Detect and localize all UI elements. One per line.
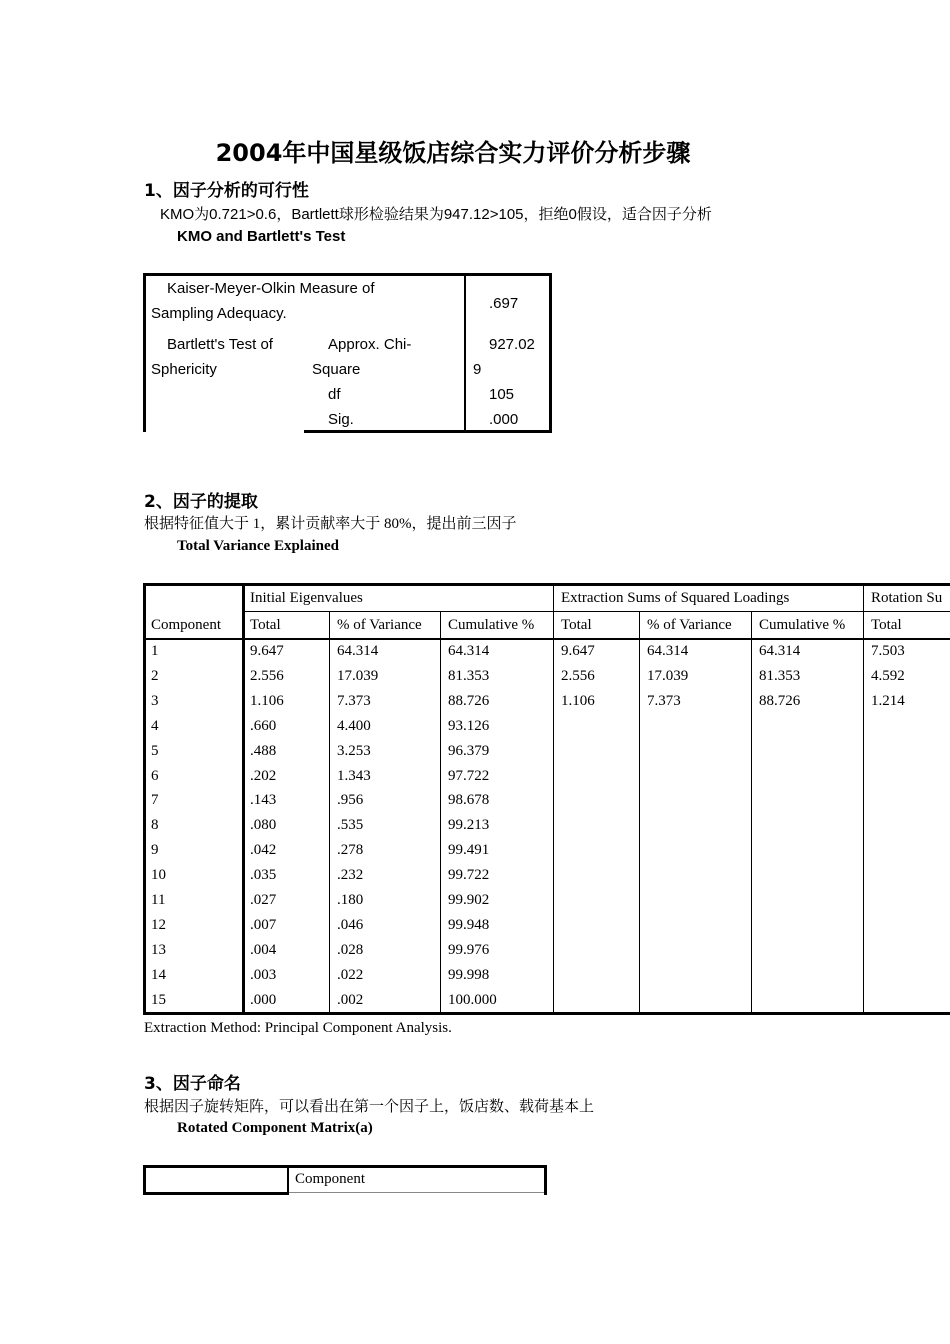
component-cell: 14 [151, 966, 166, 983]
initial-cumulative-cell: 93.126 [448, 717, 490, 734]
initial-cumulative-cell: 100.000 [448, 991, 497, 1008]
kmo-table-title: KMO and Bartlett's Test [177, 228, 346, 245]
extraction-cumulative-cell: 88.726 [759, 692, 801, 709]
rotated-matrix-component-header: Component [295, 1171, 365, 1187]
component-cell: 3 [151, 692, 159, 709]
section-1-text: KMO为0.721>0.6，Bartlett球形检验结果为947.12>105，拒绝0假设，适合因子分析 [160, 206, 712, 223]
initial-pct-cell: 17.039 [337, 667, 379, 684]
component-cell: 15 [151, 991, 166, 1008]
initial-total-cell: .004 [250, 941, 277, 958]
initial-cumulative-cell: 99.491 [448, 842, 490, 859]
initial-total-cell: .003 [250, 966, 277, 983]
section-3-text: 根据因子旋转矩阵，可以看出在第一个因子上，饭店数、载荷基本上 [144, 1099, 595, 1115]
initial-cumulative-cell: 99.902 [448, 892, 490, 908]
extraction-pct-cell: 7.373 [647, 692, 681, 709]
rotation-total-cell: 1.214 [871, 692, 905, 709]
bartlett-label-line1: Bartlett's Test of [167, 336, 273, 353]
initial-total-cell: .488 [250, 742, 277, 759]
rotation-total-cell: 7.503 [871, 643, 905, 659]
initial-cumulative-cell: 64.314 [448, 643, 490, 659]
header-extraction-total: Total [561, 617, 592, 633]
component-cell: 7 [151, 792, 159, 809]
section-3-heading: 3、因子命名 [144, 1074, 241, 1094]
initial-pct-cell: .180 [337, 892, 364, 908]
kmo-value: .697 [489, 295, 519, 312]
header-rotation-total: Total [871, 617, 902, 633]
initial-cumulative-cell: 88.726 [448, 692, 490, 709]
initial-cumulative-cell: 99.722 [448, 867, 490, 884]
header-cumulative: Cumulative % [448, 617, 535, 633]
initial-total-cell: .080 [250, 817, 277, 834]
kmo-label-line2: Sampling Adequacy. [151, 305, 287, 322]
extraction-total-cell: 9.647 [561, 643, 595, 659]
initial-total-cell: 9.647 [250, 643, 284, 659]
extraction-cumulative-cell: 81.353 [759, 667, 801, 684]
chi-square-label-line2: Square [312, 361, 361, 378]
kmo-label-line1: Kaiser-Meyer-Olkin Measure of [167, 280, 375, 297]
initial-total-cell: .143 [250, 792, 277, 809]
sig-label: Sig. [328, 411, 354, 428]
initial-total-cell: .000 [250, 991, 277, 1008]
initial-pct-cell: .028 [337, 941, 364, 958]
initial-cumulative-cell: 96.379 [448, 742, 490, 759]
header-pct-variance: % of Variance [337, 617, 422, 633]
initial-total-cell: .660 [250, 717, 277, 734]
component-cell: 12 [151, 916, 166, 933]
initial-pct-cell: .278 [337, 842, 364, 859]
initial-cumulative-cell: 98.678 [448, 792, 490, 809]
bartlett-label-line2: Sphericity [151, 361, 217, 378]
rotated-matrix-title: Rotated Component Matrix(a) [177, 1120, 373, 1136]
initial-pct-cell: .046 [337, 916, 364, 933]
initial-pct-cell: .002 [337, 991, 364, 1008]
header-initial-eigenvalues: Initial Eigenvalues [250, 590, 363, 606]
initial-cumulative-cell: 97.722 [448, 767, 490, 784]
initial-total-cell: .035 [250, 867, 277, 884]
component-cell: 1 [151, 643, 159, 659]
chi-square-label-line1: Approx. Chi- [328, 336, 412, 353]
header-extraction-pct-variance: % of Variance [647, 617, 732, 633]
rotated-component-matrix [143, 1165, 547, 1195]
component-cell: 11 [151, 892, 166, 908]
chi-square-value-line2: 9 [473, 361, 482, 378]
header-total: Total [250, 617, 281, 633]
initial-cumulative-cell: 99.998 [448, 966, 490, 983]
component-cell: 10 [151, 867, 166, 884]
header-extraction-sums: Extraction Sums of Squared Loadings [561, 590, 790, 606]
extraction-cumulative-cell: 64.314 [759, 643, 801, 659]
extraction-pct-cell: 64.314 [647, 643, 689, 659]
initial-pct-cell: .956 [337, 792, 364, 809]
initial-cumulative-cell: 99.213 [448, 817, 490, 834]
df-value: 105 [489, 386, 515, 403]
initial-pct-cell: 7.373 [337, 692, 371, 709]
component-cell: 5 [151, 742, 159, 759]
initial-total-cell: 1.106 [250, 692, 284, 709]
chi-square-value-line1: 927.02 [489, 336, 535, 353]
extraction-total-cell: 2.556 [561, 667, 595, 684]
initial-pct-cell: 3.253 [337, 742, 371, 759]
initial-pct-cell: .022 [337, 966, 364, 983]
initial-cumulative-cell: 99.948 [448, 916, 490, 933]
component-cell: 9 [151, 842, 159, 859]
initial-cumulative-cell: 99.976 [448, 941, 490, 958]
sig-value: .000 [489, 411, 519, 428]
rotation-total-cell: 4.592 [871, 667, 905, 684]
component-cell: 13 [151, 941, 166, 958]
initial-cumulative-cell: 81.353 [448, 667, 490, 684]
header-rotation-sums: Rotation Su [871, 590, 943, 606]
section-2-heading: 2、因子的提取 [144, 492, 258, 512]
kmo-bartlett-table [143, 273, 552, 433]
extraction-total-cell: 1.106 [561, 692, 595, 709]
component-cell: 4 [151, 717, 159, 734]
initial-pct-cell: .535 [337, 817, 364, 834]
initial-total-cell: .007 [250, 916, 277, 933]
component-cell: 8 [151, 817, 159, 834]
component-cell: 2 [151, 667, 159, 684]
section-2-text: 根据特征值大于 1，累计贡献率大于 80%，提出前三因子 [144, 516, 517, 532]
total-variance-table [143, 583, 950, 1015]
component-cell: 6 [151, 767, 159, 784]
variance-table-footnote: Extraction Method: Principal Component Analysis. [144, 1020, 452, 1036]
initial-total-cell: 2.556 [250, 667, 284, 684]
initial-pct-cell: 4.400 [337, 717, 371, 734]
initial-total-cell: .027 [250, 892, 277, 908]
variance-table-title: Total Variance Explained [177, 538, 339, 554]
initial-pct-cell: 64.314 [337, 643, 379, 659]
initial-total-cell: .042 [250, 842, 277, 859]
extraction-pct-cell: 17.039 [647, 667, 689, 684]
initial-total-cell: .202 [250, 767, 277, 784]
df-label: df [328, 386, 341, 403]
section-1-heading: 1、因子分析的可行性 [144, 181, 309, 201]
page-title: 2004年中国星级饭店综合实力评价分析步骤 [215, 139, 691, 167]
initial-pct-cell: .232 [337, 867, 364, 884]
header-component: Component [151, 617, 221, 633]
header-extraction-cumulative: Cumulative % [759, 617, 846, 633]
initial-pct-cell: 1.343 [337, 767, 371, 784]
